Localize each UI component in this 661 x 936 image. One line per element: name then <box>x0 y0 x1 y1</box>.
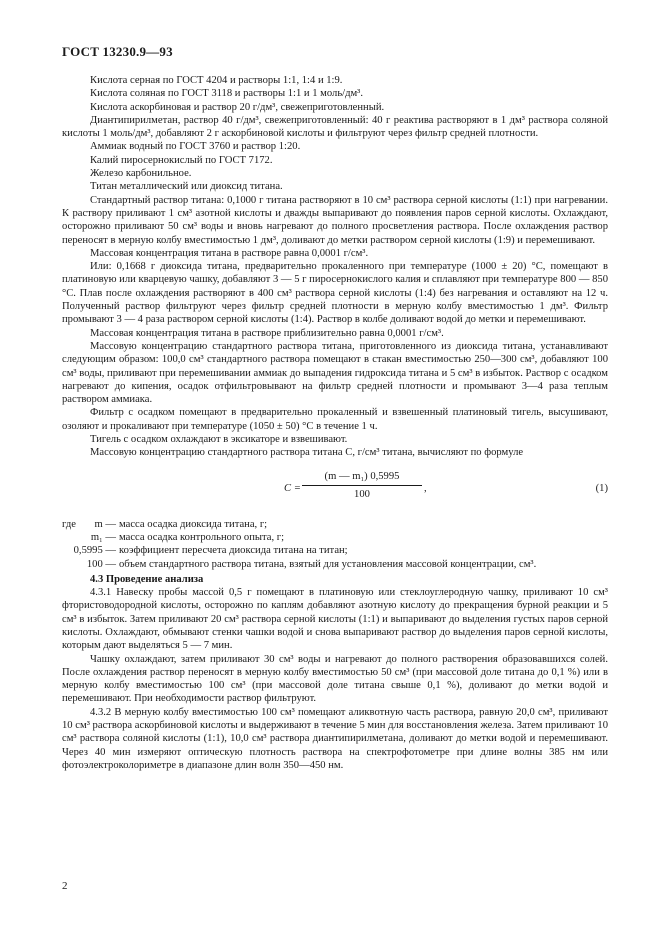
reagent-titanium: Титан металлический или диоксид титана. <box>90 181 283 193</box>
definition-symbol: m — <box>94 518 116 530</box>
formula-lhs: C = <box>284 482 301 494</box>
paragraph-4-3-1: 4.3.1 Навеску пробы массой 0,5 г помещают в платиновую или стеклоуглеродную чашку, приливают 10 см³ фтористоводородной кислоты, осторожно по каплям добавляют азотную кислоту до прекращения бурной реакции и 5 см³ в избыток. Затем приливают 20 см³ раствора серной кислоты (1:1) и выпаривают до выделения густых паров серной кислоты. Охлаждают, обмывают стенки чашки водой и снова выпаривают раствор до выделения паров серной кислоты, которым дают выделяться 5 — 7 мин. <box>62 587 608 652</box>
reagent-ammonia: Аммиак водный по ГОСТ 3760 и раствор 1:20. <box>90 141 301 153</box>
definition-text: масса осадка контрольного опыта, г; <box>119 531 285 543</box>
section-heading: 4.3 Проведение анализа <box>90 573 204 585</box>
definition-text: масса осадка диоксида титана, г; <box>119 518 268 530</box>
definition-row <box>62 518 608 531</box>
definition-text: объем стандартного раствора титана, взятый для установления массовой концентрации, см³. <box>119 558 537 570</box>
definition-symbol: 0,5995 — <box>73 545 116 557</box>
reagent-ascorbic-acid: Кислота аскорбиновая и раствор 20 г/дм³, свежеприготовленный. <box>90 101 385 113</box>
formula-definitions <box>62 518 608 571</box>
page-number: 2 <box>62 880 68 892</box>
definition-row <box>62 531 608 544</box>
paragraph-4-3-2: 4.3.2 В мерную колбу вместимостью 100 см³ помещают аликвотную часть раствора, равную 20,0 см³, приливают 10 см³ раствора аскорбиновой кислоты и выдерживают в течение 5 мин для восстановления железа. Затем приливают 10 см³ раствора соляной кислоты (1:1), 10,0 см³ раствора диантипирилметана, доливают до метки водой и перемешивают. Через 40 мин измеряют оптическую плотность раствора на спектрофотометре при длине волны 385 нм или фотоэлектроколориметре в диапазоне длин волн 350—450 нм. <box>62 706 608 771</box>
formula-number: (1) <box>595 482 608 494</box>
definition-row <box>62 558 608 571</box>
paragraph-alternative-prep: Или: 0,1668 г диоксида титана, предварительно прокаленного при температуре (1000 ± 20) °С, помещают в платиновую или кварцевую чашку, добавляют 3 — 5 г пиросернокислого калия и сплавляют при температуре 800 — 850 °С. Плав после охлаждения растворяют в 400 см³ раствора серной кислоты (1:4) без нагревания и оставляют на 12 ч. Полученный раствор фильтруют через фильтр средней плотности в мерную колбу вместимостью 1 дм³. Фильтр промывают 3 — 4 раза раствором серной кислоты (1:4). Раствор в колбе доливают водой до метки и перемешивают. <box>62 261 608 326</box>
formula-numerator: (m — m₁) 0,5995 <box>302 470 422 486</box>
formula-fraction <box>302 470 422 502</box>
definition-text: коэффициент пересчета диоксида титана на титан; <box>119 545 348 557</box>
reagent-potassium-pyrosulfate: Калий пиросернокислый по ГОСТ 7172. <box>90 154 273 166</box>
formula-denominator: 100 <box>354 488 370 500</box>
paragraph-concentration-method: Массовую концентрацию стандартного раствора титана, приготовленного из диоксида титана, устанавливают следующим образом: 100,0 см³ стандартного раствора помещают в стакан вместимостью 250—300 см³, добавляют 100 см³ воды, приливают при перемешивании аммиак до выпадения гидроксида титана и 5 см³ в избыток. Раствор с осадком нагревают до кипения, осадок отфильтровывают на фильтр средней плотности и промывают 3—4 раза теплым раствором аммиака. <box>62 340 608 406</box>
formula-1 <box>62 468 608 512</box>
definition-symbol: 100 — <box>86 558 116 570</box>
paragraph-concentration-1: Массовая концентрация титана в растворе равна 0,0001 г/см³. <box>90 247 369 259</box>
document-body <box>62 74 608 772</box>
definition-symbol: m₁ — <box>90 531 116 543</box>
paragraph-formula-intro: Массовую концентрацию стандартного раствора титана C, г/см³ титана, вычисляют по формуле <box>90 447 524 459</box>
formula-comma: , <box>424 482 427 494</box>
paragraph-cooling: Чашку охлаждают, затем приливают 30 см³ воды и нагревают до полного растворения образовавшихся солей. После охлаждения раствор переносят в мерную колбу вместимостью 50 см³ (при массовой доле титана до 0,1 %) или в мерную колбу вместимостью 100 см³ (при массовой доле титана свыше 0,1 %), доливают до метки водой и перемешивают. При необходимости раствор фильтруют. <box>62 653 608 705</box>
paragraph-cool-weigh: Тигель с осадком охлаждают в эксикаторе и взвешивают. <box>90 434 348 446</box>
reagent-sulfuric-acid: Кислота серная по ГОСТ 4204 и растворы 1:1, 1:4 и 1:9. <box>90 75 343 86</box>
paragraph-concentration-2: Массовая концентрация титана в растворе приблизительно равна 0,0001 г/см³. <box>90 327 444 339</box>
definition-row <box>62 544 608 557</box>
reagent-diantipyrylmethane: Диантипирилметан, раствор 40 г/дм³, свежеприготовленный: 40 г реактива растворяют в 1 дм³ раствора соляной кислоты 1 моль/дм³, добавляют 2 г аскорбиновой кислоты и фильтруют через фильтр средней плотности. <box>62 114 608 140</box>
definition-lead: где <box>62 518 76 530</box>
document-header: ГОСТ 13230.9—93 <box>62 44 173 59</box>
paragraph-filter-crucible: Фильтр с осадком помещают в предварительно прокаленный и взвешенный платиновый тигель, высушивают, озоляют и прокаливают при температуре (1050 ± 50) °С в течение 1 ч. <box>62 407 608 432</box>
reagent-carbonyl-iron: Железо карбонильное. <box>90 168 192 180</box>
paragraph-standard-solution: Стандартный раствор титана: 0,1000 г титана растворяют в 10 см³ раствора серной кислоты (1:1) при нагревании. К раствору приливают 1 см³ азотной кислоты и дважды выпаривают до появления паров серной кислоты. Охлаждают, осторожно приливают 50 см³ воды и вновь нагревают до полного просветления раствора. После охлаждения раствор переносят в мерную колбу вместимостью 1 дм³, доливают до метки раствором серной кислоты (1:9) и перемешивают. <box>62 194 608 246</box>
reagent-hydrochloric-acid: Кислота соляная по ГОСТ 3118 и растворы 1:1 и 1 моль/дм³. <box>90 88 364 100</box>
